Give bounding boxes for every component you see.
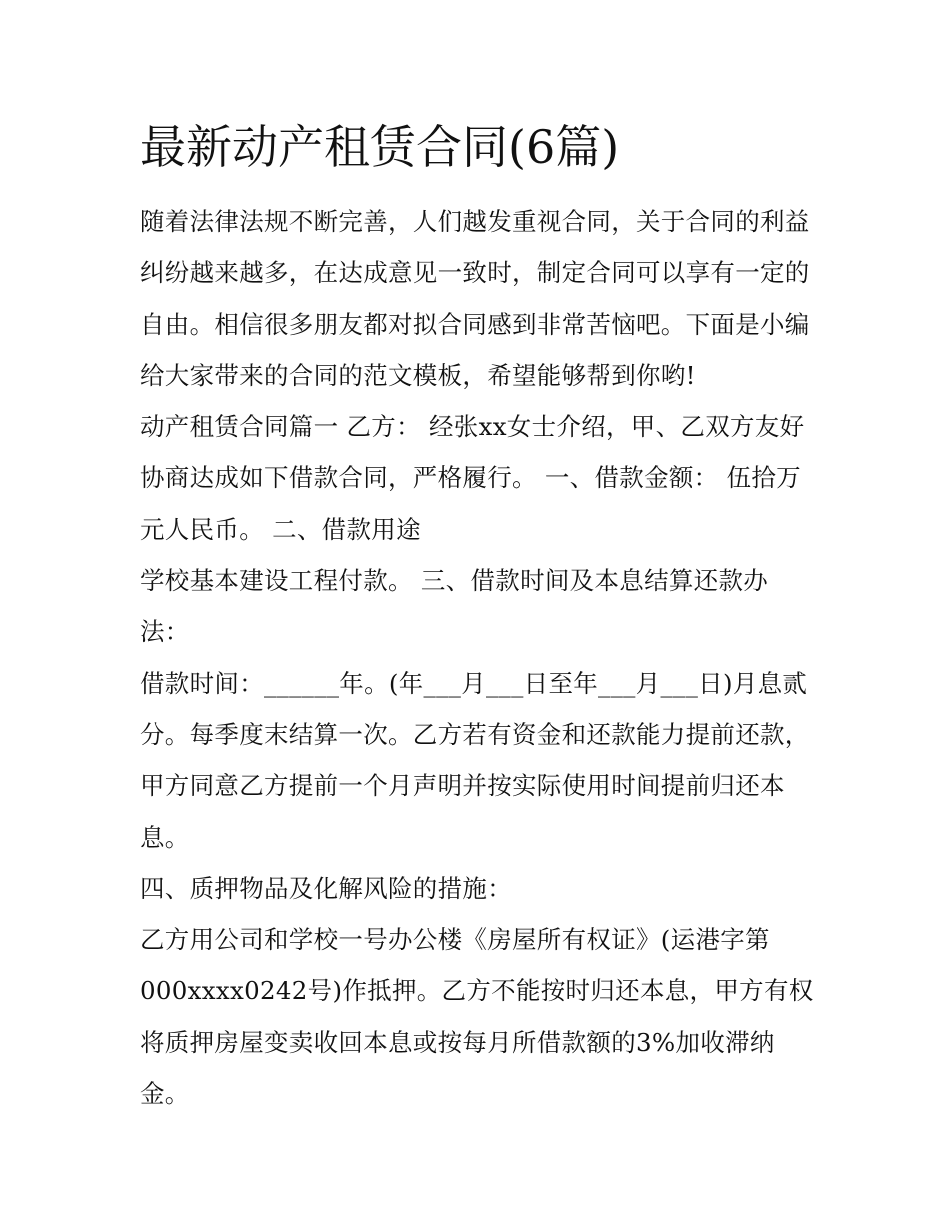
body-line: 给大家带来的合同的范文模板，希望能够帮到你哟! (140, 360, 696, 390)
body-line: 法： (140, 617, 190, 647)
body-line: 学校基本建设工程付款。 三、借款时间及本息结算还款办 (140, 566, 769, 596)
body-line: 将质押房屋变卖收回本息或按每月所借款额的3%加收滞纳 (140, 1027, 775, 1057)
document-title: 最新动产租赁合同(6篇) (140, 120, 620, 174)
body-line: 金。 (140, 1079, 190, 1109)
body-line: 四、质押物品及化解风险的措施： (140, 873, 512, 903)
body-line: 乙方用公司和学校一号办公楼《房屋所有权证》(运港字第 (140, 925, 770, 955)
body-line: 000xxxx0242号)作抵押。乙方不能按时归还本息，甲方有权 (140, 976, 814, 1006)
body-line: 元人民币。 二、借款用途 (140, 514, 421, 544)
document-body (140, 196, 820, 1119)
body-line: 协商达成如下借款合同，严格履行。 一、借款金额： 伍拾万 (140, 463, 801, 493)
body-line: 分。每季度末结算一次。乙方若有资金和还款能力提前还款， (140, 719, 810, 749)
body-line: 借款时间：______年。(年___月___日至年___月___日)月息贰 (140, 668, 808, 698)
body-line: 自由。相信很多朋友都对拟合同感到非常苦恼吧。下面是小编 (140, 309, 810, 339)
body-line: 动产租赁合同篇一 乙方： 经张xx女士介绍，甲、乙双方友好 (140, 412, 805, 442)
body-line: 随着法律法规不断完善，人们越发重视合同，关于合同的利益 (140, 207, 810, 236)
body-line: 纠纷越来越多，在达成意见一致时，制定合同可以享有一定的 (140, 258, 810, 288)
body-line: 甲方同意乙方提前一个月声明并按实际使用时间提前归还本 (140, 771, 785, 801)
body-line: 息。 (140, 822, 190, 852)
